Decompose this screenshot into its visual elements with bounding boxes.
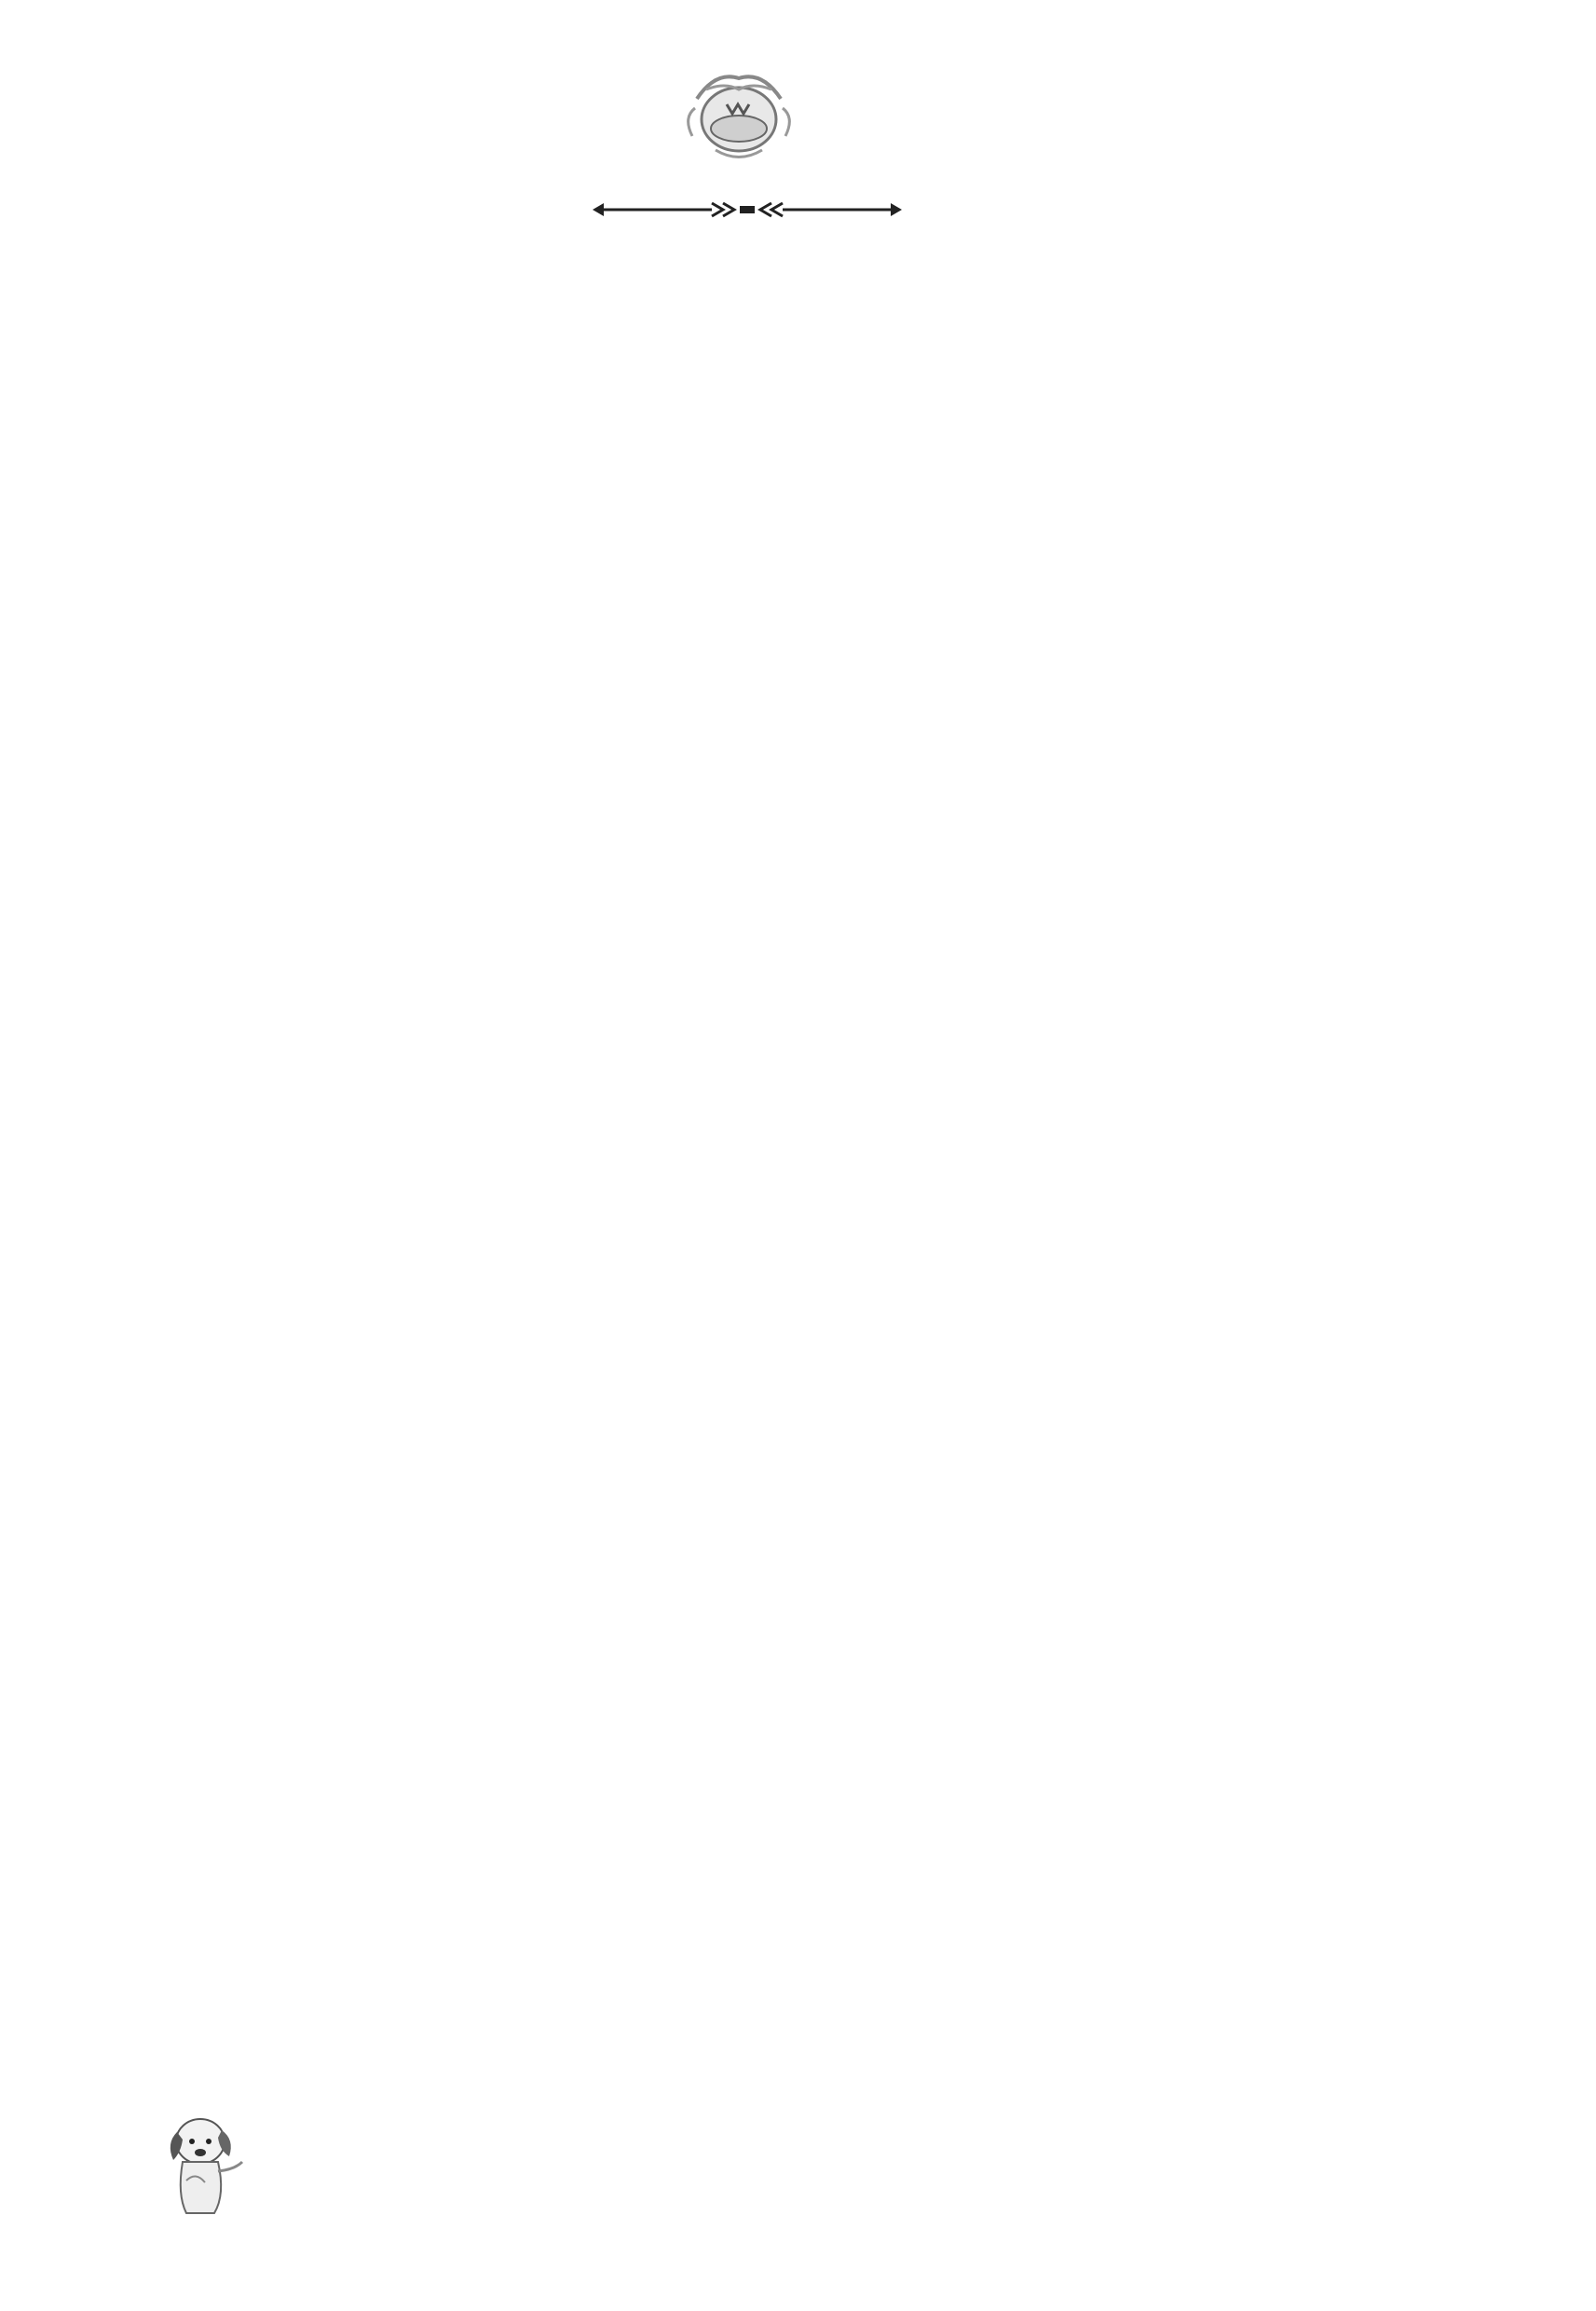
puppy-icon	[149, 2106, 270, 2218]
ornament-divider-icon	[591, 196, 904, 224]
page-footer	[149, 2106, 708, 2218]
section-divider	[157, 183, 1335, 257]
crest-icon	[678, 62, 799, 173]
body-text	[157, 183, 1335, 257]
publisher-logo	[678, 62, 799, 173]
